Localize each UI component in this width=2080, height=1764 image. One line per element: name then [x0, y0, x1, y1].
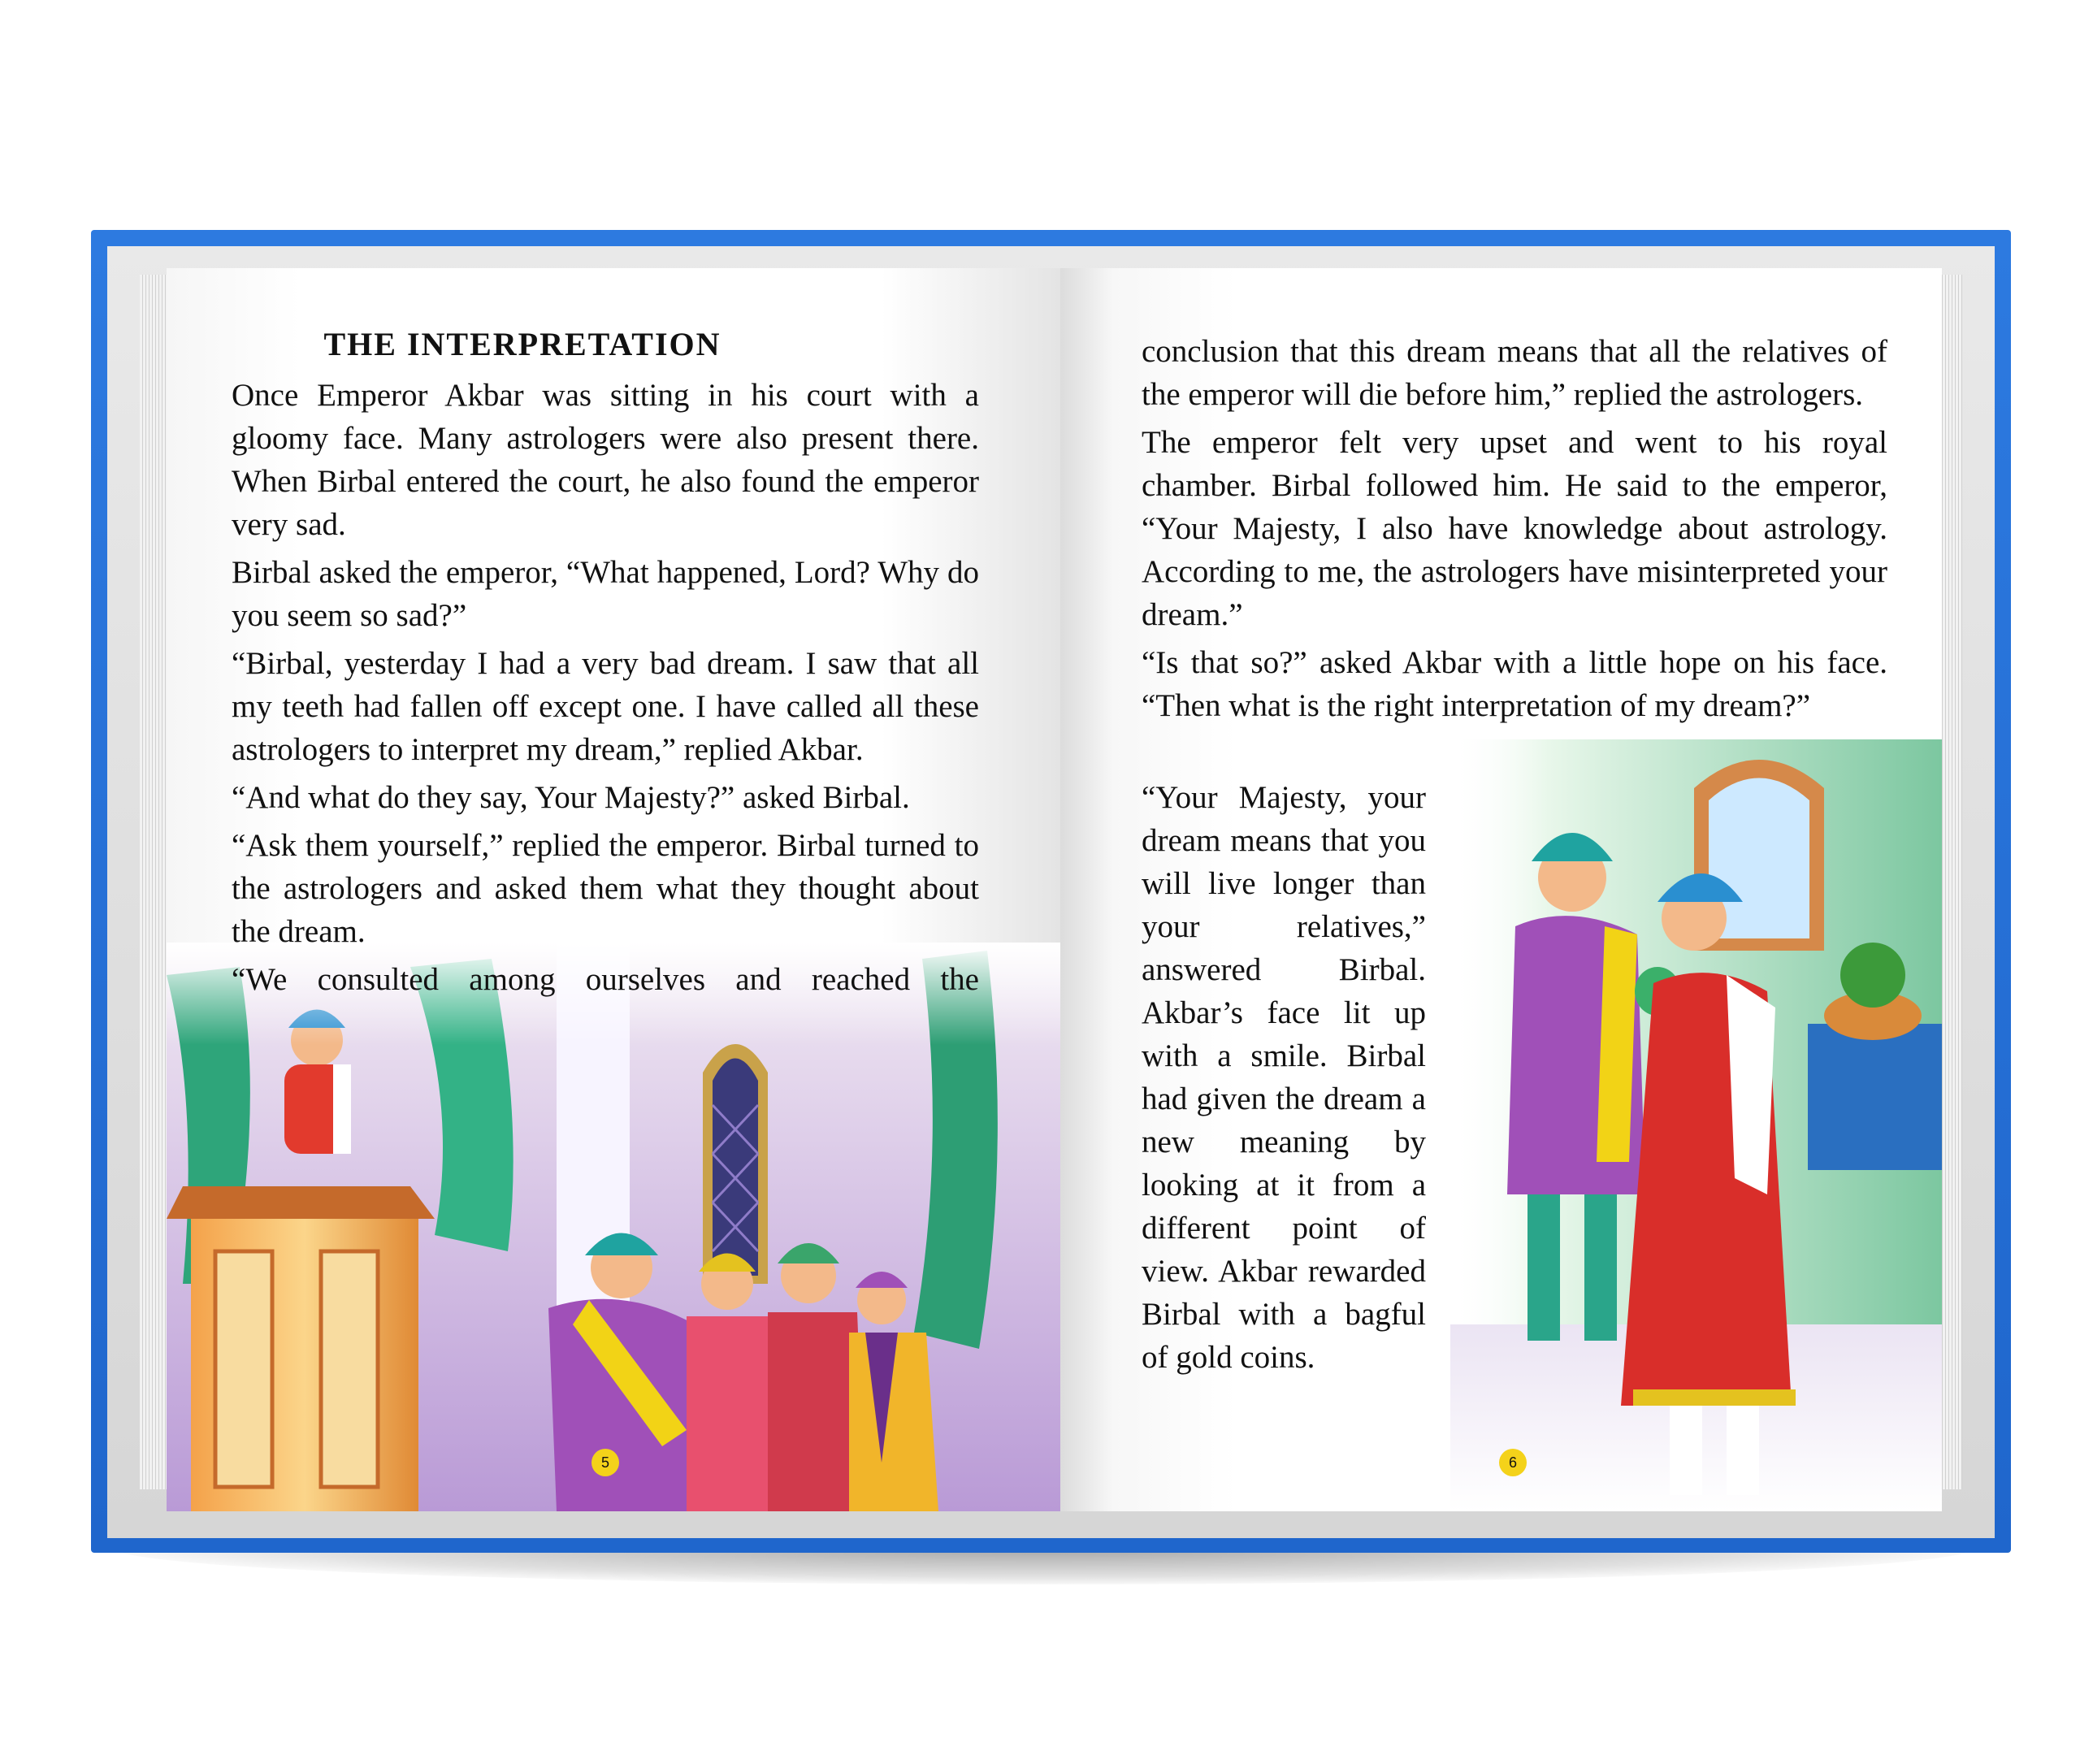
left-paragraph-1: Once Emperor Akbar was sitting in his court with a gloomy face. Many astrologers were also present there. When Birbal entered the court, he also found the emperor very sad. — [232, 378, 979, 542]
left-paragraph-6: “We consulted among ourselves and reached the — [232, 962, 979, 997]
left-paragraph-2: Birbal asked the emperor, “What happened, Lord? Why do you seem so sad?” — [232, 555, 979, 633]
chamber-illustration — [1450, 739, 1942, 1511]
right-page-narrow-text — [1142, 776, 1426, 1384]
page-number-left: 5 — [592, 1449, 619, 1476]
right-paragraph-4: “Your Majesty, your dream means that you will live longer than your relatives,” answered Birbal. Akbar’s face lit up with a smile. Birbal had given the dream a new meaning by looking at it from a different point of view. Akbar rewarded Birbal with a bagful of gold coins. — [1142, 780, 1426, 1375]
right-paragraph-1: conclusion that this dream means that all the relatives of the emperor will die before him,” replied the astrologers. — [1142, 334, 1887, 412]
court-illustration — [167, 943, 1060, 1511]
left-paragraph-4: “And what do they say, Your Majesty?” asked Birbal. — [232, 780, 910, 815]
left-page-text — [232, 374, 979, 1006]
right-paragraph-2: The emperor felt very upset and went to his royal chamber. Birbal followed him. He said to the emperor, “Your Majesty, I also have knowledge about astrology. According to me, the astrologers have misinterpreted your dream.” — [1142, 425, 1887, 632]
left-paragraph-3: “Birbal, yesterday I had a very bad dream. I saw that all my teeth had fallen off except one. I have called all these astrologers to interpret my dream,” replied Akbar. — [232, 646, 979, 767]
left-paragraph-5: “Ask them yourself,” replied the emperor. Birbal turned to the astrologers and asked them what they thought about the dream. — [232, 828, 979, 949]
right-page-text — [1142, 330, 1887, 732]
story-title: THE INTERPRETATION — [323, 326, 722, 362]
right-paragraph-3: “Is that so?” asked Akbar with a little hope on his face. “Then what is the right interpretation of my dream?” — [1142, 645, 1887, 723]
page-number-right: 6 — [1499, 1449, 1527, 1476]
